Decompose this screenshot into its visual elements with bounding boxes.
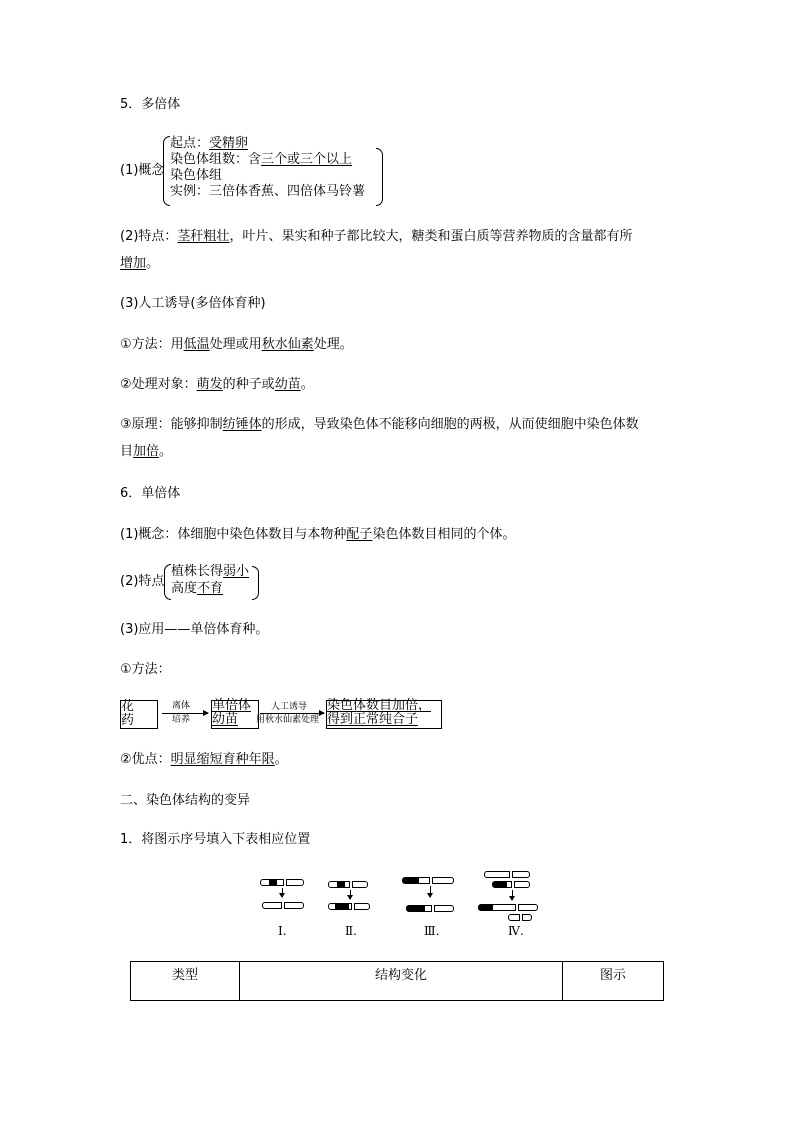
concept-count-line2: 染色体组 — [170, 168, 223, 183]
chromosome-I-bottom — [262, 902, 304, 909]
chromosome-IV-top-1 — [484, 871, 530, 878]
arrow-II — [350, 890, 351, 899]
concept-label: (1)概念 — [120, 163, 165, 178]
concept-example: 实例：三倍体香蕉、四倍体马铃薯 — [170, 184, 366, 199]
flow-seedling-2: 幼苗 — [212, 712, 239, 727]
label-IV: Ⅳ. — [508, 924, 524, 938]
concept-origin: 起点：受精卵 — [170, 136, 249, 151]
flow-anther-1: 花 — [121, 699, 135, 714]
flow-arrow1-bot: 培养 — [172, 715, 191, 725]
flow-arrow2-bot: 用秋水仙素处理 — [256, 715, 320, 725]
principle-line-2: 目加倍。 — [120, 444, 173, 459]
chromosome-II-bottom — [328, 903, 370, 910]
method-line: ①方法：用低温处理或用秋水仙素处理。 — [120, 337, 353, 352]
chromosome-IV-bottom-2 — [508, 914, 532, 921]
concept-brace-right — [376, 148, 383, 206]
concept-brace-left — [163, 136, 170, 206]
table-header-figure: 图示 — [563, 962, 664, 1001]
arrow-III — [430, 886, 431, 897]
arrow-IV — [512, 890, 513, 900]
flow-anther-2: 药 — [121, 713, 135, 728]
chromosome-IV-top-2 — [492, 881, 530, 888]
flow-arrow-1 — [162, 713, 208, 714]
part2-title: 二、染色体结构的变异 — [120, 793, 251, 808]
flow-seedling-1: 单倍体 — [212, 698, 252, 713]
section-5-title: 5．多倍体 — [120, 97, 181, 112]
label-II: Ⅱ. — [345, 924, 357, 938]
chromosome-III-bottom — [406, 905, 454, 912]
feature-1: 植株长得弱小 — [171, 564, 250, 579]
table-header-type: 类型 — [131, 962, 240, 1001]
arrow-I — [282, 888, 283, 897]
haploid-concept: (1)概念：体细胞中染色体数目与本物种配子染色体数目相同的个体。 — [120, 527, 516, 542]
chromosome-I-top — [260, 879, 304, 886]
feature-line: (2)特点：茎秆粗壮，叶片、果实和种子都比较大，糖类和蛋白质等营养物质的含量都有所 — [120, 229, 633, 244]
flow-result-2: 得到正常纯合子 — [327, 712, 419, 727]
section-6-title: 6．单倍体 — [120, 486, 181, 501]
chromosome-II-top — [328, 881, 368, 888]
feature-brace-right — [252, 566, 259, 600]
method-label: ①方法： — [120, 662, 171, 677]
concept-count: 染色体组数：含三个或三个以上 — [170, 152, 353, 167]
object-line: ②处理对象：萌发的种子或幼苗。 — [120, 377, 314, 392]
flow-result-1: 染色体数目加倍， — [327, 698, 432, 713]
chromosome-III-top — [402, 877, 454, 884]
feature-brace-left — [164, 564, 171, 600]
feature-2: 高度不育 — [171, 581, 224, 596]
principle-line: ③原理：能够抑制纺锤体的形成，导致染色体不能移向细胞的两极，从而使细胞中染色体数 — [120, 417, 639, 432]
label-III: Ⅲ. — [424, 924, 440, 938]
table-header-change: 结构变化 — [240, 962, 563, 1001]
flow-arrow2-top: 人工诱导 — [271, 702, 308, 712]
question-1: 1．将图示序号填入下表相应位置 — [120, 832, 311, 847]
chromosome-IV-bottom-1 — [478, 904, 538, 911]
application: (3)应用——单倍体育种。 — [120, 622, 269, 637]
feature-line-2: 增加。 — [120, 256, 160, 271]
advantage-line: ②优点：明显缩短育种年限。 — [120, 752, 288, 767]
label-I: Ⅰ. — [278, 924, 287, 938]
variation-table — [130, 961, 664, 1001]
table-header-row — [131, 962, 664, 1001]
flow-arrow1-top: 离体 — [172, 701, 191, 711]
flow-arrow-2 — [260, 713, 324, 714]
induce-heading: (3)人工诱导(多倍体育种) — [120, 296, 266, 311]
haploid-feature-label: (2)特点 — [120, 574, 165, 589]
